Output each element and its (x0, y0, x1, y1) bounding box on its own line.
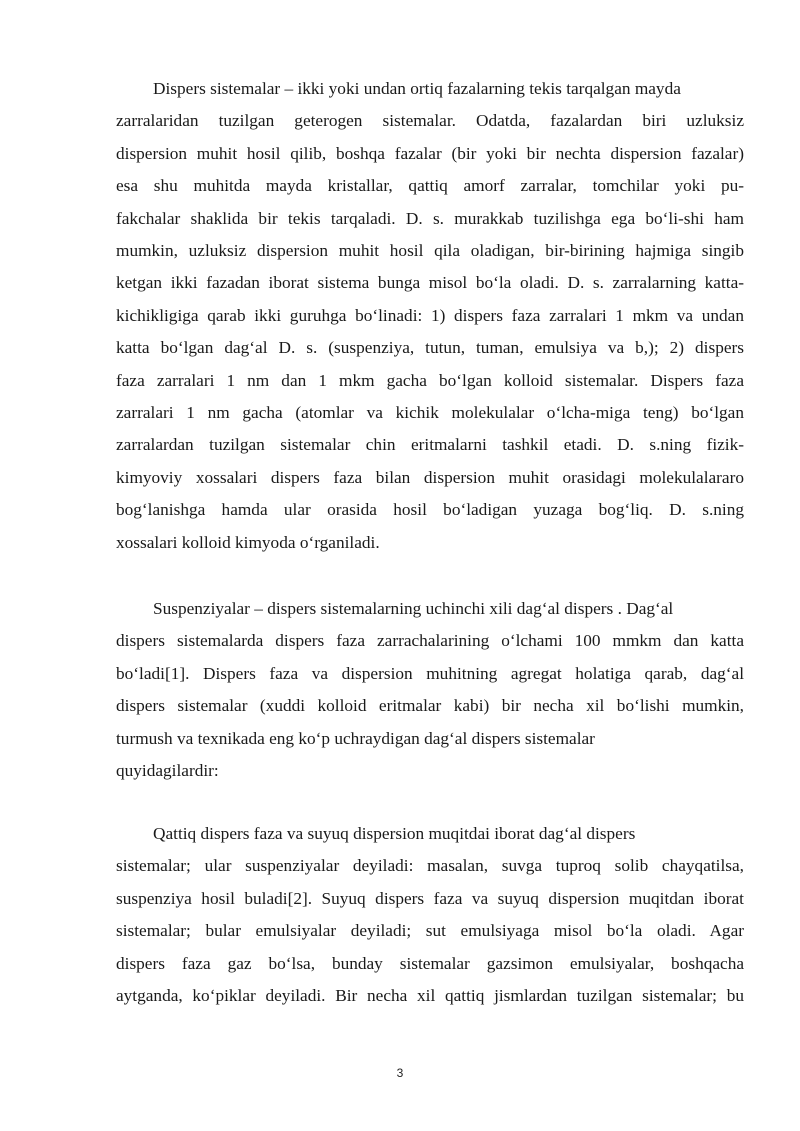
text-line: esa shu muhitda mayda kristallar, qattiq amorf zarralar, tomchilar yoki pu- (116, 176, 744, 196)
text-line: Qattiq dispers faza va suyuq dispersion muqitdai iborat dag‘al dispers (153, 824, 636, 843)
paragraph-disperse-systems (116, 73, 744, 559)
text-line: Suspenziyalar – dispers sistemalarning uchinchi xili dag‘al dispers . Dag‘al (153, 599, 674, 618)
text-line: suspenziya hosil buladi[2]. Suyuq dispers faza va suyuq dispersion muqitdan iborat (116, 888, 744, 908)
text-line: bo‘ladi[1]. Dispers faza va dispersion muhitning agregat holatiga qarab, dag‘al (116, 663, 744, 683)
text-line: faza zarralari 1 nm dan 1 mkm gacha bo‘lgan kolloid sistemalar. Dispers faza (116, 370, 744, 390)
text-line: kichikligiga qarab ikki guruhga bo‘linadi: 1) dispers faza zarralari 1 mkm va undan (116, 305, 744, 325)
text-line: dispers sistemalar (xuddi kolloid eritmalar kabi) bir necha xil bo‘lishi mumkin, (116, 696, 744, 716)
text-line: sistemalar; ular suspenziyalar deyiladi: masalan, suvga tuproq solib chayqatilsa, (116, 856, 744, 876)
text-line: bog‘lanishga hamda ular orasida hosil bo‘ladigan yuzaga bog‘liq. D. s.ning (116, 500, 744, 520)
text-line: dispers sistemalarda dispers faza zarrachalarining o‘lchami 100 mmkm dan katta (116, 631, 744, 651)
text-line: turmush va texnikada eng ko‘p uchraydigan dag‘al dispers sistemalar (116, 728, 595, 748)
text-line: sistemalar; bular emulsiyalar deyiladi; sut emulsiyaga misol bo‘la oladi. Agar (116, 921, 744, 941)
text-line: aytganda, ko‘piklar deyiladi. Bir necha xil qattiq jismlardan tuzilgan sistemalar; bu (116, 986, 744, 1006)
text-line: Dispers sistemalar – ikki yoki undan ortiq fazalarning tekis tarqalgan mayda (153, 79, 681, 98)
text-line: mumkin, uzluksiz dispersion muhit hosil qila oladigan, bir-birining hajmiga singib (116, 241, 744, 261)
text-line: fakchalar shaklida bir tekis tarqaladi. D. s. murakkab tuzilishga ega bo‘li-shi ham (116, 208, 744, 228)
text-line: zarralardan tuzilgan sistemalar chin eritmalarni tashkil etadi. D. s.ning fizik- (116, 435, 744, 455)
text-line: dispersion muhit hosil qilib, boshqa fazalar (bir yoki bir nechta dispersion fazalar) (116, 143, 744, 163)
page-number: 3 (396, 1066, 404, 1080)
paragraph-coarse-dispersions (116, 818, 744, 1012)
text-line: zarralaridan tuzilgan geterogen sistemalar. Odatda, fazalardan biri uzluksiz (116, 111, 744, 131)
paragraph-suspensions (116, 593, 744, 787)
text-line: xossalari kolloid kimyoda o‘rganiladi. (116, 532, 380, 552)
text-line: ketgan ikki fazadan iborat sistema bunga misol bo‘la oladi. D. s. zarralarning katta- (116, 273, 744, 293)
text-line: quyidagilardir: (116, 761, 219, 781)
text-line: katta bo‘lgan dag‘al D. s. (suspenziya, tutun, tuman, emulsiya va b,); 2) dispers (116, 338, 744, 358)
text-line: kimyoviy xossalari dispers faza bilan dispersion muhit orasidagi molekulalararo (116, 467, 744, 487)
text-line: zarralari 1 nm gacha (atomlar va kichik molekulalar o‘lcha-miga teng) bo‘lgan (116, 403, 744, 423)
text-line: dispers faza gaz bo‘lsa, bunday sistemalar gazsimon emulsiyalar, boshqacha (116, 953, 744, 973)
